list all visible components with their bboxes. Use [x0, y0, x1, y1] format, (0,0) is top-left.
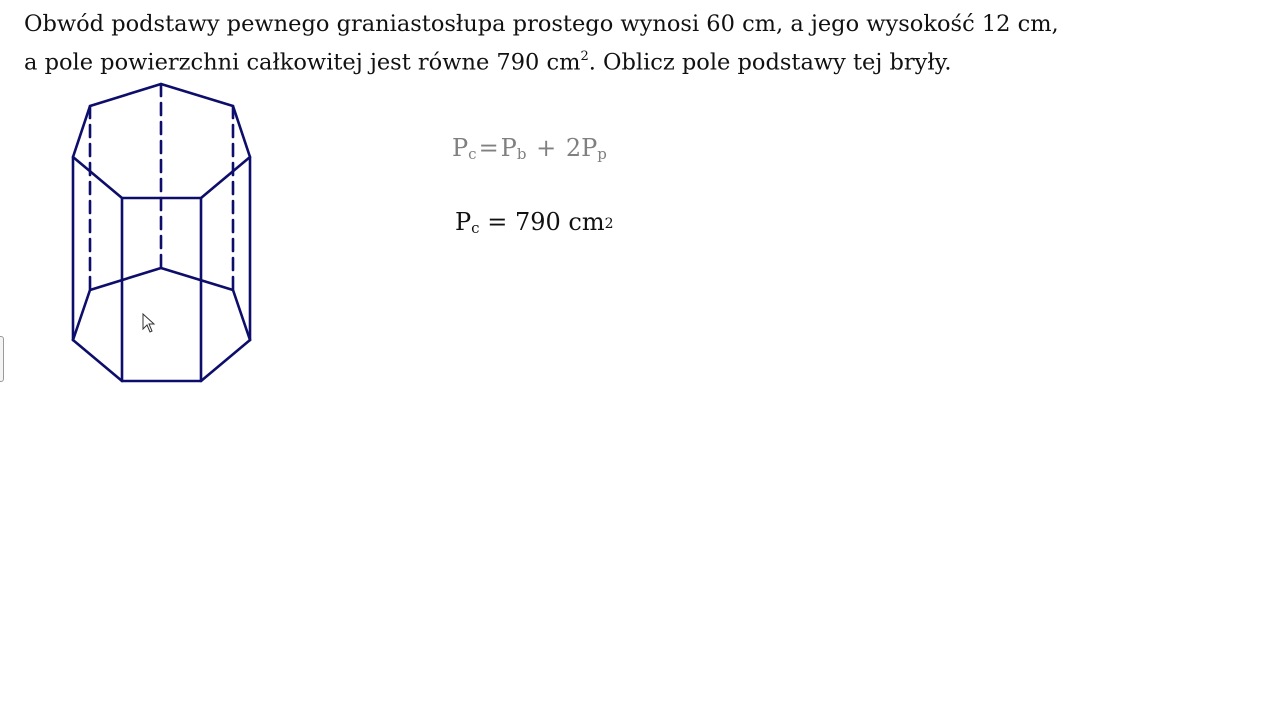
problem-statement — [24, 8, 1124, 80]
octagonal-prism-figure — [60, 80, 270, 390]
given-total-area — [455, 208, 614, 236]
formula-equals: = — [478, 134, 499, 162]
mouse-pointer-icon — [142, 313, 156, 333]
formula-sub-b: b — [516, 145, 527, 163]
formula-two-P: 2P — [565, 134, 598, 162]
problem-unit-exponent: 2 — [580, 49, 589, 64]
problem-line-2 — [24, 41, 1124, 80]
given-value: 790 cm — [514, 208, 605, 236]
problem-line-2-tail: . Oblicz pole podstawy tej bryły. — [588, 49, 952, 76]
prism-bottom-back-edges — [73, 268, 250, 340]
given-exponent: 2 — [604, 216, 614, 232]
side-panel-handle[interactable] — [0, 336, 4, 382]
given-sub-c: c — [471, 219, 480, 237]
given-equals: = — [487, 208, 508, 236]
problem-line-2-text: a pole powierzchni całkowitej jest równe 790 cm — [24, 49, 581, 76]
formula-sub-p: p — [597, 145, 607, 163]
surface-area-formula — [452, 134, 607, 162]
prism-bottom-front-edges — [73, 340, 250, 381]
formula-P-base: P — [500, 134, 517, 162]
formula-plus: + — [536, 134, 557, 162]
formula-P: P — [452, 134, 469, 162]
formula-sub-c: c — [468, 145, 477, 163]
problem-line-1: Obwód podstawy pewnego graniastosłupa prostego wynosi 60 cm, a jego wysokość 12 cm, — [24, 11, 1059, 37]
given-P: P — [455, 208, 472, 236]
